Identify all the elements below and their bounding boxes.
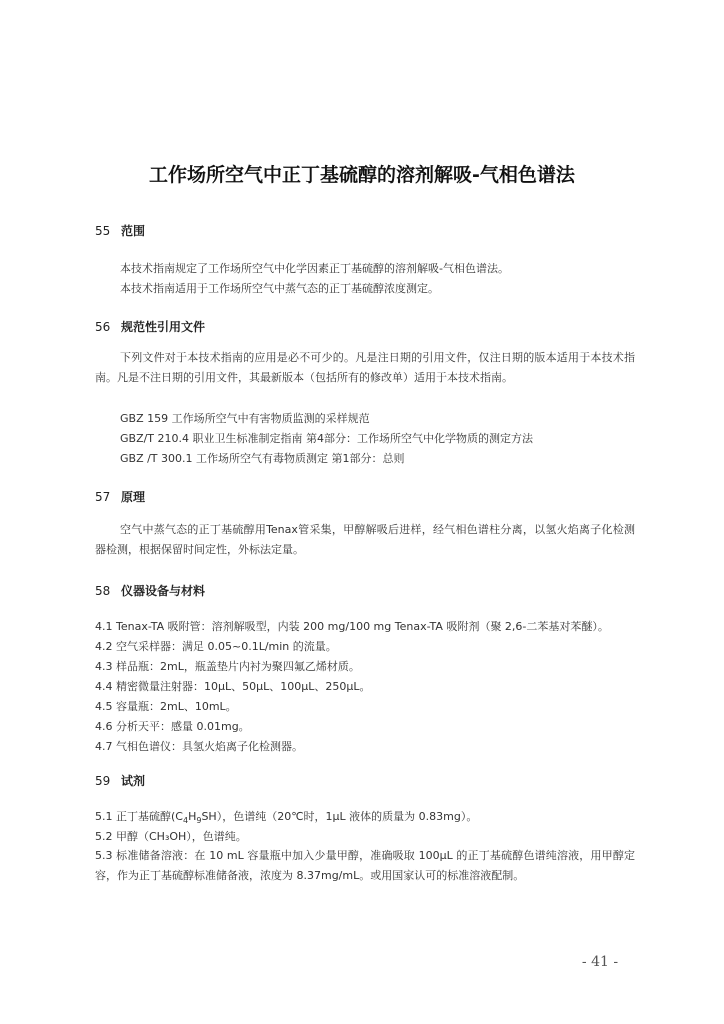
section-heading-reagents	[95, 772, 145, 789]
references-paragraph: 下列文件对于本技术指南的应用是必不可少的。凡是注日期的引用文件，仅注日期的版本适用于本技术指南。凡是不注日期的引用文件，其最新版本（包括所有的修改单）适用于本技术指南。	[95, 351, 635, 384]
section-title: 仪器设备与材料	[121, 584, 206, 598]
reagent-text: SH），色谱纯（20℃时，1μL 液体的质量为 0.83mg）。	[201, 810, 478, 823]
section-title: 规范性引用文件	[121, 320, 206, 334]
section-title: 原理	[121, 490, 146, 504]
instrument-item: 4.2 空气采样器：满足 0.05~0.1L/min 的流量。	[95, 640, 337, 653]
reagent-text: H	[188, 810, 197, 823]
principle-paragraph: 空气中蒸气态的正丁基硫醇用Tenax管采集，甲醇解吸后进样，经气相色谱柱分离，以氢火焰离子化检测器检测，根据保留时间定性，外标法定量。	[95, 523, 635, 556]
section-number: 59	[95, 774, 111, 788]
formula-subscript: 4	[182, 816, 189, 826]
reference-item: GBZ/T 210.4 职业卫生标准制定指南 第4部分：工作场所空气中化学物质的测定方法	[120, 432, 534, 445]
instrument-item: 4.5 容量瓶：2mL、10mL。	[95, 700, 237, 713]
section-number: 58	[95, 584, 111, 598]
section-title: 范围	[121, 224, 146, 238]
reagent-item-2: 5.2 甲醇（CH₃OH），色谱纯。	[95, 830, 247, 843]
section-heading-principle	[95, 488, 145, 505]
scope-line-2: 本技术指南适用于工作场所空气中蒸气态的正丁基硫醇浓度测定。	[120, 282, 439, 295]
reference-item: GBZ 159 工作场所空气中有害物质监测的采样规范	[120, 412, 370, 425]
section-number: 57	[95, 490, 111, 504]
instrument-item: 4.4 精密微量注射器：10μL、50μL、100μL、250μL。	[95, 680, 371, 693]
reagent-item-1	[95, 808, 477, 825]
section-heading-references	[95, 318, 205, 335]
section-title: 试剂	[121, 774, 146, 788]
instrument-item: 4.6 分析天平：感量 0.01mg。	[95, 720, 250, 733]
section-heading-scope	[95, 222, 145, 239]
instrument-item: 4.7 气相色谱仪：具氢火焰离子化检测器。	[95, 740, 303, 753]
instrument-item: 4.1 Tenax-TA 吸附管：溶剂解吸型，内装 200 mg/100 mg Tenax-TA 吸附剂（聚 2,6-二苯基对苯醚）。	[95, 620, 609, 633]
page-title: 工作场所空气中正丁基硫醇的溶剂解吸-气相色谱法	[149, 164, 575, 186]
page-number: - 41 -	[581, 954, 619, 970]
reagent-item-3: 5.3 标准储备溶液：在 10 mL 容量瓶中加入少量甲醇，准确吸取 100μL 的正丁基硫醇色谱纯溶液，用甲醇定容，作为正丁基硫醇标准储备液，浓度为 8.37mg/mL。或用国家认可的标准溶液配制。	[95, 849, 635, 882]
section-number: 56	[95, 320, 111, 334]
reagent-text: 5.1 正丁基硫醇(C	[95, 810, 183, 823]
reference-item: GBZ /T 300.1 工作场所空气有毒物质测定 第1部分：总则	[120, 452, 405, 465]
section-number: 55	[95, 224, 111, 238]
scope-line-1: 本技术指南规定了工作场所空气中化学因素正丁基硫醇的溶剂解吸-气相色谱法。	[120, 262, 509, 275]
formula-subscript: 9	[196, 816, 202, 826]
instrument-item: 4.3 样品瓶：2mL，瓶盖垫片内衬为聚四氟乙烯材质。	[95, 660, 360, 673]
section-heading-instruments	[95, 582, 205, 599]
